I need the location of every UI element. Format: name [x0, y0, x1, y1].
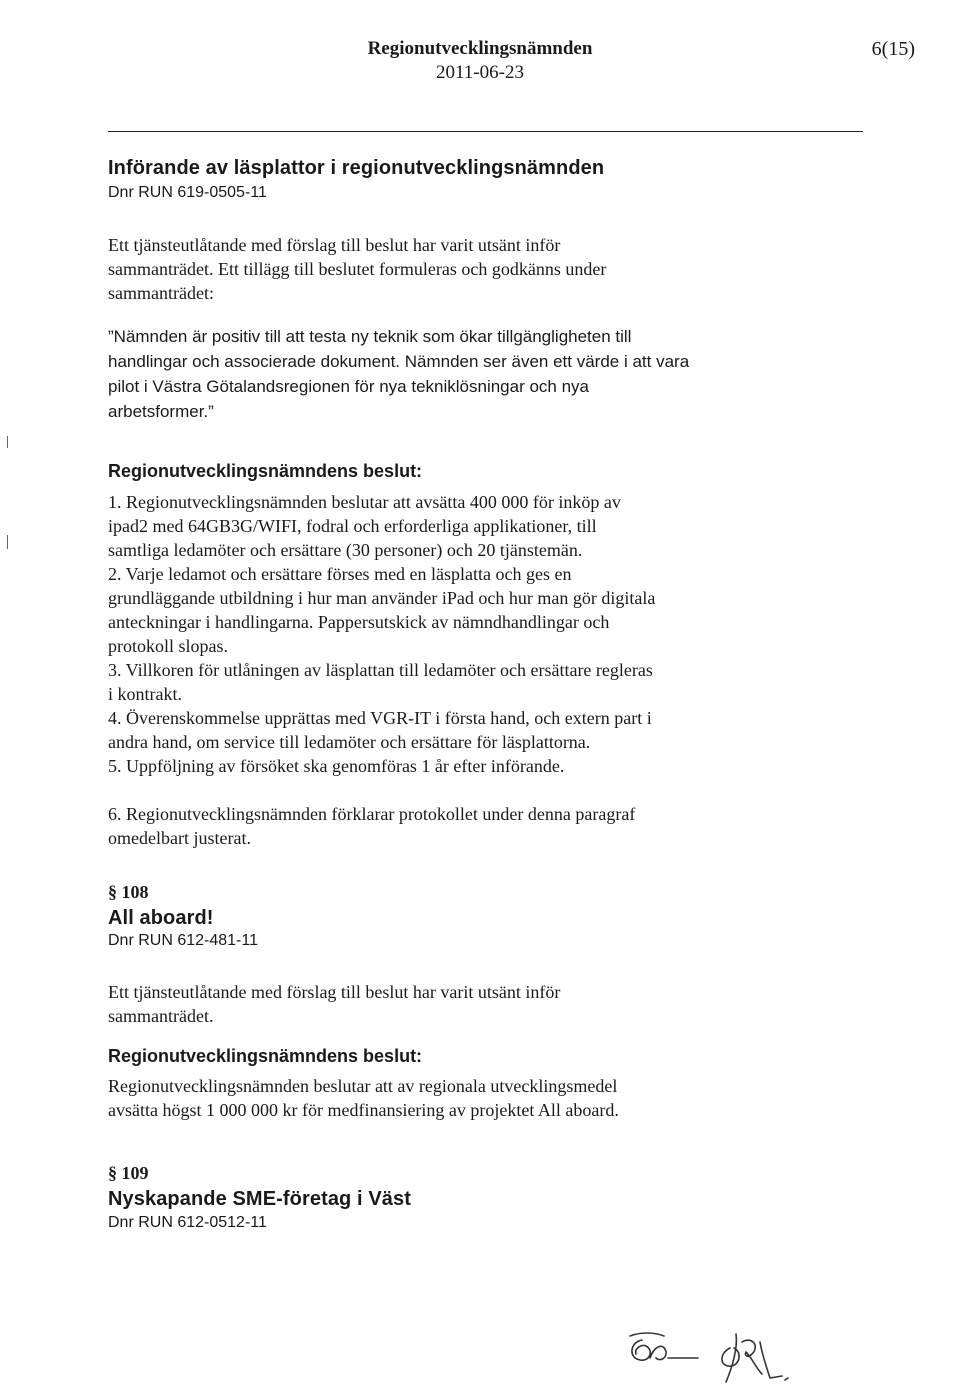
page-number: 6(15)	[871, 38, 915, 60]
text-line: arbetsformer.”	[108, 402, 214, 421]
signature-drawing	[620, 1318, 800, 1388]
signature-initials	[620, 1318, 800, 1388]
paragraph-number: § 109	[108, 1163, 149, 1183]
decision-heading: Regionutvecklingsnämndens beslut:	[108, 461, 423, 481]
document-header-title: Regionutvecklingsnämnden	[367, 38, 593, 59]
case-number: Dnr RUN 619-0505-11	[108, 184, 267, 201]
case-number: Dnr RUN 612-0512-11	[108, 1214, 267, 1231]
header-divider	[108, 131, 863, 132]
scan-margin-mark	[7, 535, 8, 549]
decision-line: omedelbart justerat.	[108, 828, 251, 848]
amendment-quote	[108, 324, 728, 424]
decision-text	[108, 1074, 728, 1122]
decision-list	[108, 490, 718, 850]
decision-heading: Regionutvecklingsnämndens beslut:	[108, 1046, 423, 1066]
signature-stroke	[632, 1340, 650, 1360]
signature-stroke	[650, 1346, 666, 1359]
decision-line: ipad2 med 64GB3G/WIFI, fodral och erforderliga applikationer, till	[108, 516, 597, 536]
text-line: ”Nämnden är positiv till att testa ny teknik som ökar tillgängligheten till	[108, 327, 632, 346]
decision-line: 4. Överenskommelse upprättas med VGR-IT i första hand, och extern part i	[108, 708, 652, 728]
text-line: avsätta högst 1 000 000 kr för medfinansiering av projektet All aboard.	[108, 1100, 619, 1120]
text-line: handlingar och associerade dokument. Nämnden ser även ett värde i att vara	[108, 352, 690, 371]
section-intro	[108, 233, 728, 305]
decision-line	[108, 778, 718, 802]
text-line: Regionutvecklingsnämnden beslutar att av regionala utvecklingsmedel	[108, 1076, 618, 1096]
signature-stroke	[726, 1334, 736, 1382]
decision-line: protokoll slopas.	[108, 636, 228, 656]
decision-line: grundläggande utbildning i hur man använder iPad och hur man gör digitala	[108, 588, 656, 608]
signature-stroke	[785, 1378, 788, 1380]
signature-stroke	[742, 1340, 762, 1374]
decision-line: 3. Villkoren för utlåningen av läsplattan till ledamöter och ersättare regleras	[108, 660, 653, 680]
signature-stroke	[722, 1348, 739, 1366]
decision-line: 2. Varje ledamot och ersättare förses med en läsplatta och ges en	[108, 564, 572, 584]
section-heading: Införande av läsplattor i regionutvecklingsnämnden	[108, 157, 605, 179]
paragraph-number: § 108	[108, 882, 149, 902]
decision-line: i kontrakt.	[108, 684, 182, 704]
section-heading: All aboard!	[108, 907, 214, 929]
decision-line: samtliga ledamöter och ersättare (30 personer) och 20 tjänstemän.	[108, 540, 583, 560]
section-intro	[108, 980, 728, 1028]
text-line: sammanträdet. Ett tillägg till beslutet formuleras och godkänns under	[108, 259, 607, 279]
case-number: Dnr RUN 612-481-11	[108, 932, 258, 949]
text-line: sammanträdet:	[108, 283, 214, 303]
text-line: sammanträdet.	[108, 1006, 214, 1026]
text-line: Ett tjänsteutlåtande med förslag till beslut har varit utsänt inför	[108, 235, 561, 255]
text-line: Ett tjänsteutlåtande med förslag till beslut har varit utsänt inför	[108, 982, 561, 1002]
scan-margin-mark	[7, 436, 8, 448]
decision-line: 6. Regionutvecklingsnämnden förklarar protokollet under denna paragraf	[108, 804, 636, 824]
decision-line: andra hand, om service till ledamöter och ersättare för läsplattorna.	[108, 732, 591, 752]
decision-line: anteckningar i handlingarna. Pappersutskick av nämndhandlingar och	[108, 612, 610, 632]
decision-line: 5. Uppföljning av försöket ska genomföras 1 år efter införande.	[108, 756, 565, 776]
signature-stroke	[760, 1342, 782, 1378]
document-date: 2011-06-23	[436, 62, 524, 83]
section-heading: Nyskapande SME-företag i Väst	[108, 1188, 411, 1210]
text-line: pilot i Västra Götalandsregionen för nya tekniklösningar och nya	[108, 377, 590, 396]
decision-line: 1. Regionutvecklingsnämnden beslutar att avsätta 400 000 för inköp av	[108, 492, 621, 512]
signature-stroke	[630, 1333, 664, 1336]
